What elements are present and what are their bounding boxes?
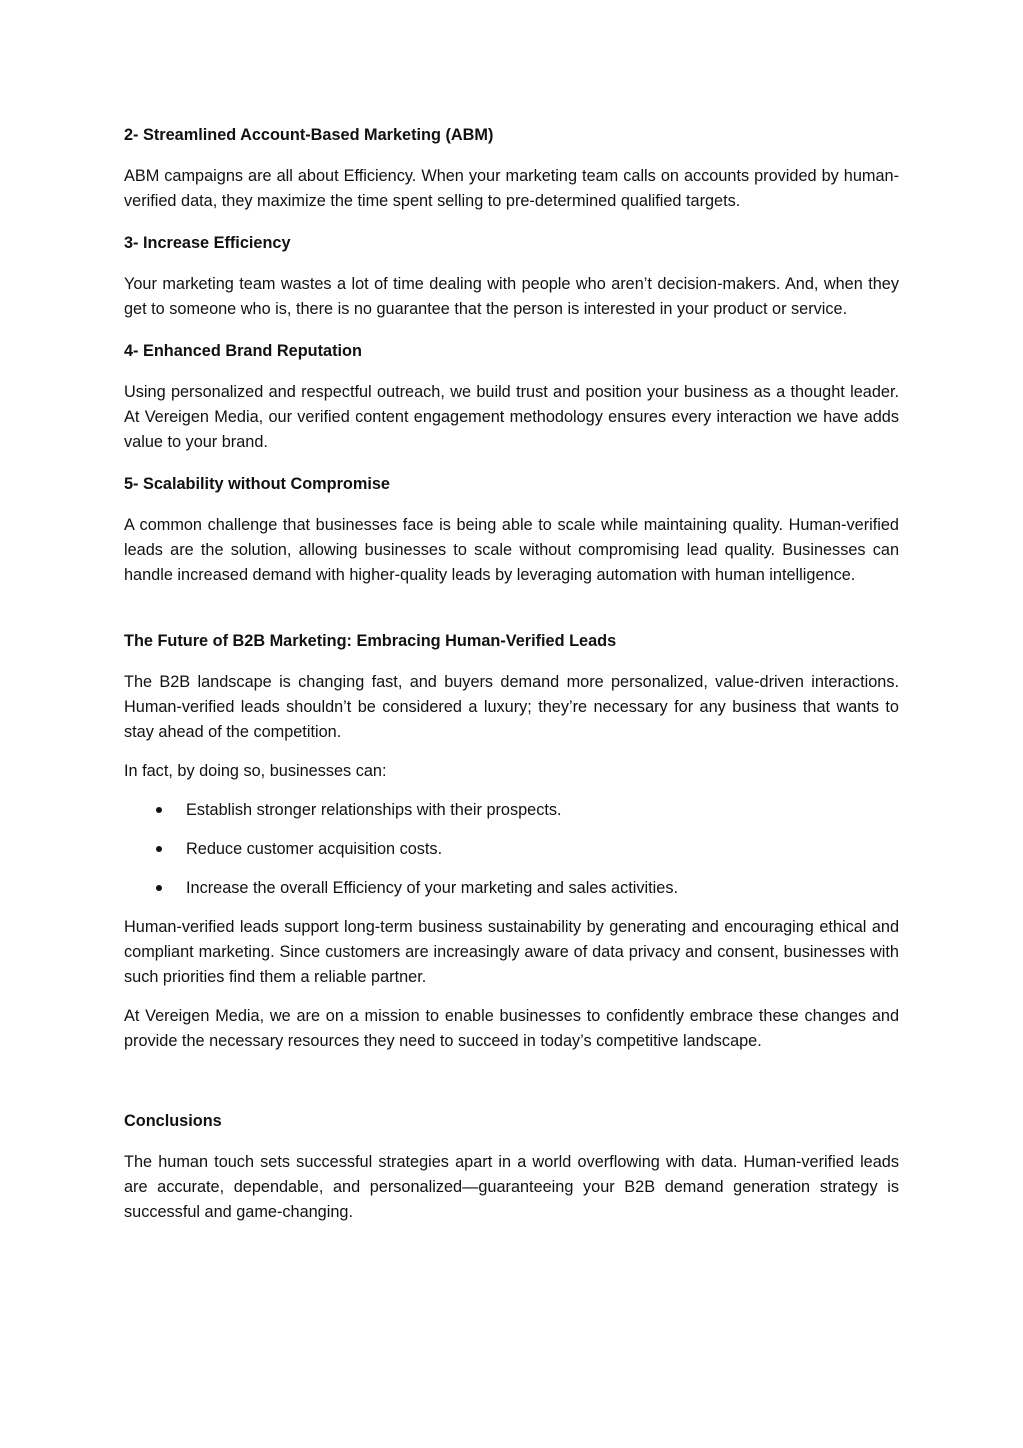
list-item-text: Increase the overall Efficiency of your marketing and sales activities.	[186, 879, 678, 897]
section-paragraph-efficiency: Your marketing team wastes a lot of time dealing with people who aren’t decision-makers. And, when they get to someone who is, there is no guarantee that the person is interested in your product or service.	[124, 275, 899, 318]
list-item-text: Reduce customer acquisition costs.	[186, 840, 443, 858]
list-item	[124, 837, 899, 862]
conclusions-paragraph: The human touch sets successful strategies apart in a world overflowing with data. Human-verified leads are accurate, dependable, and personalized—guaranteeing your B2B demand generation strategy is successful and game-changing.	[124, 1153, 899, 1221]
section-spacer	[124, 1068, 899, 1106]
bullet-icon	[156, 807, 162, 813]
bullet-icon	[156, 846, 162, 852]
list-item	[124, 876, 899, 901]
section-paragraph-brand-reputation: Using personalized and respectful outreach, we build trust and position your business as a thought leader. At Vereigen Media, our verified content engagement methodology ensures every interaction we have adds value to your brand.	[124, 383, 899, 451]
future-closing-paragraph: At Vereigen Media, we are on a mission to enable businesses to confidently embrace these changes and provide the necessary resources they need to succeed in today’s competitive landscape.	[124, 1007, 899, 1050]
future-lead-in: In fact, by doing so, businesses can:	[124, 762, 387, 780]
benefits-list	[124, 798, 899, 901]
bullet-icon	[156, 885, 162, 891]
section-heading-brand-reputation: 4- Enhanced Brand Reputation	[124, 342, 362, 360]
section-heading-scalability: 5- Scalability without Compromise	[124, 475, 390, 493]
section-paragraph-abm: ABM campaigns are all about Efficiency. When your marketing team calls on accounts provided by human-verified data, they maximize the time spent selling to pre-determined qualified targets.	[124, 167, 899, 210]
section-paragraph-scalability: A common challenge that businesses face is being able to scale while maintaining quality. Human-verified leads are the solution, allowing businesses to scale without compromising lead quality. Businesses can handle increased demand with higher-quality leads by leveraging automation with human intelligence.	[124, 516, 899, 584]
section-heading-efficiency: 3- Increase Efficiency	[124, 234, 291, 252]
list-item	[124, 798, 899, 823]
section-heading-abm: 2- Streamlined Account-Based Marketing (ABM)	[124, 126, 494, 144]
section-spacer	[124, 602, 899, 626]
document-page	[124, 120, 899, 1239]
future-intro-paragraph: The B2B landscape is changing fast, and buyers demand more personalized, value-driven interactions. Human-verified leads shouldn’t be considered a luxury; they’re necessary for any business that wants to stay ahead of the competition.	[124, 673, 899, 741]
future-heading: The Future of B2B Marketing: Embracing Human-Verified Leads	[124, 632, 617, 650]
list-item-text: Establish stronger relationships with their prospects.	[186, 801, 562, 819]
conclusions-heading: Conclusions	[124, 1112, 222, 1130]
future-sustainability-paragraph: Human-verified leads support long-term business sustainability by generating and encouraging ethical and compliant marketing. Since customers are increasingly aware of data privacy and consent, businesses with such priorities find them a reliable partner.	[124, 918, 899, 986]
